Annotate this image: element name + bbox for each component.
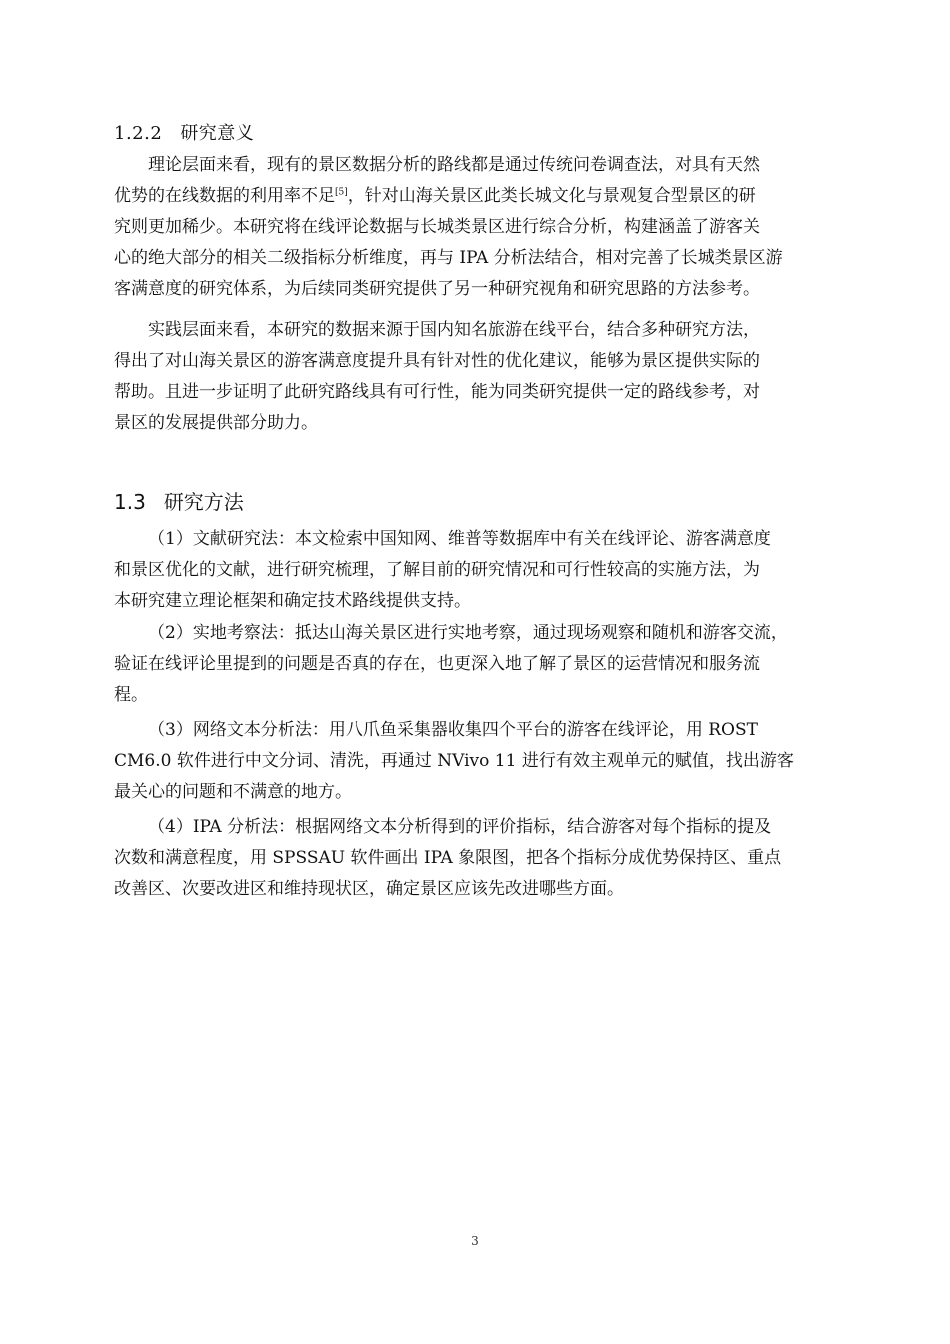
section-heading-1-3 (114, 486, 244, 515)
text-line: （2）实地考察法：抵达山海关景区进行实地考察，通过现场观察和随机和游客交流， (148, 623, 788, 643)
text-line (114, 181, 874, 212)
text-line: 实践层面来看，本研究的数据来源于国内知名旅游在线平台，结合多种研究方法， (148, 320, 760, 340)
text-line: （3）网络文本分析法：用八爪鱼采集器收集四个平台的游客在线评论，用 ROST (148, 720, 758, 740)
method-ipa (114, 812, 874, 905)
text-span: ，针对山海关景区此类长城文化与景观复合型景区的研 (347, 186, 756, 206)
section-title: 研究意义 (180, 123, 255, 144)
text-line: 帮助。且进一步证明了此研究路线具有可行性，能为同类研究提供一定的路线参考，对 (114, 382, 760, 402)
text-line: 程。 (114, 685, 148, 705)
text-span: 优势的在线数据的利用率不足 (114, 186, 335, 206)
text-line: CM6.0 软件进行中文分词、清洗，再通过 NVivo 11 进行有效主观单元的赋值，找出游客 (114, 751, 794, 771)
section-title: 研究方法 (163, 490, 244, 514)
text-line: 本研究建立理论框架和确定技术路线提供支持。 (114, 591, 471, 611)
text-line: 究则更加稀少。本研究将在线评论数据与长城类景区进行综合分析，构建涵盖了游客关 (114, 217, 760, 237)
text-line: 验证在线评论里提到的问题是否真的存在，也更深入地了解了景区的运营情况和服务流 (114, 654, 760, 674)
text-line: 最关心的问题和不满意的地方。 (114, 782, 352, 802)
method-literature (114, 524, 874, 617)
section-heading-1-2-2 (114, 119, 254, 145)
text-line: 理论层面来看，现有的景区数据分析的路线都是通过传统问卷调查法，对具有天然 (148, 155, 760, 175)
text-line: （4）IPA 分析法：根据网络文本分析得到的评价指标，结合游客对每个指标的提及 (148, 817, 772, 837)
citation-ref: [5] (335, 187, 348, 198)
text-line: 心的绝大部分的相关二级指标分析维度，再与 IPA 分析法结合，相对完善了长城类景区游 (114, 248, 783, 268)
text-line: 得出了对山海关景区的游客满意度提升具有针对性的优化建议，能够为景区提供实际的 (114, 351, 760, 371)
paragraph-theory (114, 150, 874, 305)
method-field-survey (114, 618, 874, 711)
text-line: 客满意度的研究体系，为后续同类研究提供了另一种研究视角和研究思路的方法参考。 (114, 279, 760, 299)
text-line: 改善区、次要改进区和维持现状区，确定景区应该先改进哪些方面。 (114, 879, 624, 899)
text-line: 和景区优化的文献，进行研究梳理，了解目前的研究情况和可行性较高的实施方法，为 (114, 560, 760, 580)
text-line: 景区的发展提供部分助力。 (114, 413, 318, 433)
section-number: 1.2.2 (114, 123, 163, 144)
section-number: 1.3 (114, 490, 146, 514)
text-line: 次数和满意程度，用 SPSSAU 软件画出 IPA 象限图，把各个指标分成优势保持区、重点 (114, 848, 782, 868)
method-text-analysis (114, 715, 874, 808)
text-line: （1）文献研究法：本文检索中国知网、维普等数据库中有关在线评论、游客满意度 (148, 529, 771, 549)
paragraph-practice (114, 315, 874, 439)
page-number: 3 (471, 1234, 479, 1248)
